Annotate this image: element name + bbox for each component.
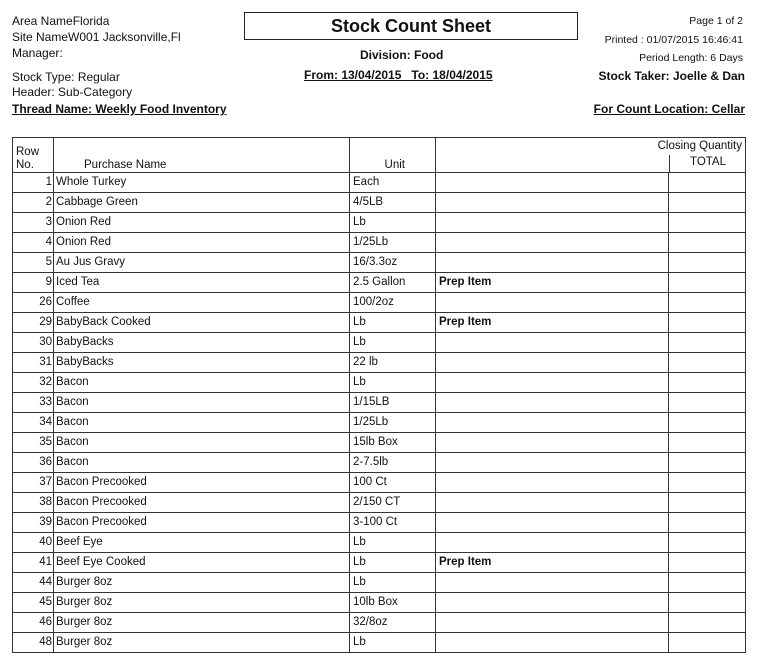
table-row <box>13 493 746 513</box>
table-row <box>13 613 746 633</box>
table-row <box>13 413 746 433</box>
unit-cell: Each <box>350 173 436 193</box>
purchase-name-cell: Bacon <box>54 433 350 453</box>
note-cell <box>436 593 669 613</box>
table-row <box>13 473 746 493</box>
note-cell <box>436 213 669 233</box>
row-number-cell: 3 <box>13 213 54 233</box>
unit-header: Unit <box>350 138 436 173</box>
purchase-name-cell: Bacon Precooked <box>54 493 350 513</box>
printed-timestamp: Printed : 01/07/2015 16:46:41 <box>604 34 743 46</box>
purchase-name-cell: Bacon <box>54 453 350 473</box>
table-row <box>13 173 746 193</box>
table-row <box>13 193 746 213</box>
table-row <box>13 533 746 553</box>
unit-cell: 1/25Lb <box>350 413 436 433</box>
total-cell[interactable] <box>669 313 746 333</box>
purchase-name-cell: Burger 8oz <box>54 573 350 593</box>
row-number-cell: 39 <box>13 513 54 533</box>
unit-cell: 2-7.5lb <box>350 453 436 473</box>
total-cell[interactable] <box>669 373 746 393</box>
note-cell <box>436 613 669 633</box>
thread-name: Thread Name: Weekly Food Inventory <box>12 102 227 116</box>
total-cell[interactable] <box>669 493 746 513</box>
table-row <box>13 553 746 573</box>
row-number-cell: 48 <box>13 633 54 653</box>
table-row <box>13 593 746 613</box>
note-cell <box>436 493 669 513</box>
unit-cell: 100 Ct <box>350 473 436 493</box>
table-row <box>13 513 746 533</box>
note-cell <box>436 533 669 553</box>
purchase-name-cell: BabyBacks <box>54 353 350 373</box>
unit-cell: 22 lb <box>350 353 436 373</box>
note-cell <box>436 333 669 353</box>
unit-cell: 2.5 Gallon <box>350 273 436 293</box>
unit-cell: Lb <box>350 373 436 393</box>
note-cell <box>436 473 669 493</box>
purchase-name-header: Purchase Name <box>54 138 350 173</box>
table-row <box>13 373 746 393</box>
total-cell[interactable] <box>669 513 746 533</box>
table-row <box>13 453 746 473</box>
total-cell[interactable] <box>669 573 746 593</box>
row-number-cell: 29 <box>13 313 54 333</box>
unit-cell: 32/8oz <box>350 613 436 633</box>
note-cell <box>436 233 669 253</box>
division: Division: Food <box>360 48 444 62</box>
total-cell[interactable] <box>669 613 746 633</box>
total-cell[interactable] <box>669 473 746 493</box>
row-number-cell: 30 <box>13 333 54 353</box>
purchase-name-cell: Beef Eye Cooked <box>54 553 350 573</box>
stock-type: Stock Type: Regular <box>12 70 120 84</box>
purchase-name-cell: Onion Red <box>54 213 350 233</box>
unit-cell: Lb <box>350 333 436 353</box>
row-number-cell: 2 <box>13 193 54 213</box>
row-number-cell: 38 <box>13 493 54 513</box>
unit-cell: 100/2oz <box>350 293 436 313</box>
table-row <box>13 393 746 413</box>
row-number-cell: 40 <box>13 533 54 553</box>
note-cell <box>436 453 669 473</box>
header-label: Header: Sub-Category <box>12 85 133 99</box>
purchase-name-cell: Bacon Precooked <box>54 473 350 493</box>
note-cell <box>436 173 669 193</box>
table-row <box>13 633 746 653</box>
table-row <box>13 333 746 353</box>
unit-cell: Lb <box>350 573 436 593</box>
total-cell[interactable] <box>669 633 746 653</box>
table-row <box>13 273 746 293</box>
purchase-name-cell: Bacon Precooked <box>54 513 350 533</box>
total-cell[interactable] <box>669 333 746 353</box>
total-cell[interactable] <box>669 253 746 273</box>
table-body <box>13 173 746 653</box>
unit-cell: 1/15LB <box>350 393 436 413</box>
total-cell[interactable] <box>669 453 746 473</box>
row-number-cell: 4 <box>13 233 54 253</box>
unit-cell: 16/3.3oz <box>350 253 436 273</box>
purchase-name-cell: Iced Tea <box>54 273 350 293</box>
purchase-name-cell: Bacon <box>54 373 350 393</box>
note-cell <box>436 573 669 593</box>
row-number-cell: 46 <box>13 613 54 633</box>
page-number: Page 1 of 2 <box>689 15 743 27</box>
total-cell[interactable] <box>669 433 746 453</box>
to-date: To: 18/04/2015 <box>411 68 493 82</box>
date-range <box>304 68 493 82</box>
purchase-name-cell: Burger 8oz <box>54 633 350 653</box>
total-header: TOTAL <box>669 155 746 172</box>
total-cell[interactable] <box>669 293 746 313</box>
purchase-name-cell: Onion Red <box>54 233 350 253</box>
purchase-name-cell: BabyBack Cooked <box>54 313 350 333</box>
note-cell <box>436 513 669 533</box>
note-cell <box>436 433 669 453</box>
purchase-name-cell: Burger 8oz <box>54 593 350 613</box>
table-row <box>13 573 746 593</box>
purchase-name-cell: Bacon <box>54 413 350 433</box>
row-number-cell: 9 <box>13 273 54 293</box>
unit-cell: 10lb Box <box>350 593 436 613</box>
row-number-cell: 36 <box>13 453 54 473</box>
unit-cell: 4/5LB <box>350 193 436 213</box>
total-cell[interactable] <box>669 273 746 293</box>
note-cell <box>436 633 669 653</box>
purchase-name-cell: Beef Eye <box>54 533 350 553</box>
note-cell <box>436 413 669 433</box>
closing-quantity-header <box>436 138 746 173</box>
total-cell[interactable] <box>669 213 746 233</box>
unit-cell: Lb <box>350 553 436 573</box>
unit-cell: Lb <box>350 633 436 653</box>
site-name: Site NameW001 Jacksonville,Fl <box>12 30 181 44</box>
row-number-cell: 31 <box>13 353 54 373</box>
from-date: From: 13/04/2015 <box>304 68 402 82</box>
total-cell[interactable] <box>669 393 746 413</box>
row-number-cell: 41 <box>13 553 54 573</box>
table-row <box>13 433 746 453</box>
table-row <box>13 293 746 313</box>
stock-taker: Stock Taker: Joelle & Dan <box>598 69 745 83</box>
unit-cell: Lb <box>350 313 436 333</box>
purchase-name-cell: Bacon <box>54 393 350 413</box>
note-cell <box>436 373 669 393</box>
row-number-cell: 33 <box>13 393 54 413</box>
unit-cell: 2/150 CT <box>350 493 436 513</box>
area-name: Area NameFlorida <box>12 14 110 28</box>
row-number-cell: 32 <box>13 373 54 393</box>
note-cell: Prep Item <box>436 313 669 333</box>
unit-cell: 1/25Lb <box>350 233 436 253</box>
note-cell <box>436 393 669 413</box>
total-cell[interactable] <box>669 233 746 253</box>
closing-quantity-label: Closing Quantity <box>657 140 742 152</box>
note-cell: Prep Item <box>436 273 669 293</box>
table-row <box>13 253 746 273</box>
table-row <box>13 233 746 253</box>
row-number-cell: 44 <box>13 573 54 593</box>
manager-label: Manager: <box>12 46 63 60</box>
total-cell[interactable] <box>669 593 746 613</box>
purchase-name-cell: Cabbage Green <box>54 193 350 213</box>
purchase-name-cell: BabyBacks <box>54 333 350 353</box>
total-cell[interactable] <box>669 533 746 553</box>
row-number-cell: 26 <box>13 293 54 313</box>
purchase-name-cell: Whole Turkey <box>54 173 350 193</box>
unit-cell: Lb <box>350 533 436 553</box>
row-no-header: Row No. <box>13 138 54 173</box>
row-number-cell: 45 <box>13 593 54 613</box>
total-cell[interactable] <box>669 193 746 213</box>
purchase-name-cell: Burger 8oz <box>54 613 350 633</box>
row-number-cell: 1 <box>13 173 54 193</box>
total-cell[interactable] <box>669 173 746 193</box>
note-cell <box>436 193 669 213</box>
row-number-cell: 37 <box>13 473 54 493</box>
note-cell: Prep Item <box>436 553 669 573</box>
purchase-name-cell: Au Jus Gravy <box>54 253 350 273</box>
stock-count-table <box>12 137 746 653</box>
total-cell[interactable] <box>669 553 746 573</box>
unit-cell: Lb <box>350 213 436 233</box>
count-location: For Count Location: Cellar <box>593 102 745 116</box>
page-title: Stock Count Sheet <box>244 12 578 40</box>
note-cell <box>436 253 669 273</box>
unit-cell: 15lb Box <box>350 433 436 453</box>
period-length: Period Length: 6 Days <box>639 52 743 64</box>
stock-table-container <box>12 137 746 659</box>
table-row <box>13 353 746 373</box>
purchase-name-cell: Coffee <box>54 293 350 313</box>
total-cell[interactable] <box>669 413 746 433</box>
row-number-cell: 35 <box>13 433 54 453</box>
row-number-cell: 34 <box>13 413 54 433</box>
table-row <box>13 313 746 333</box>
table-row <box>13 213 746 233</box>
row-number-cell: 5 <box>13 253 54 273</box>
table-header-row <box>13 138 746 173</box>
unit-cell: 3-100 Ct <box>350 513 436 533</box>
note-cell <box>436 353 669 373</box>
note-cell <box>436 293 669 313</box>
total-cell[interactable] <box>669 353 746 373</box>
